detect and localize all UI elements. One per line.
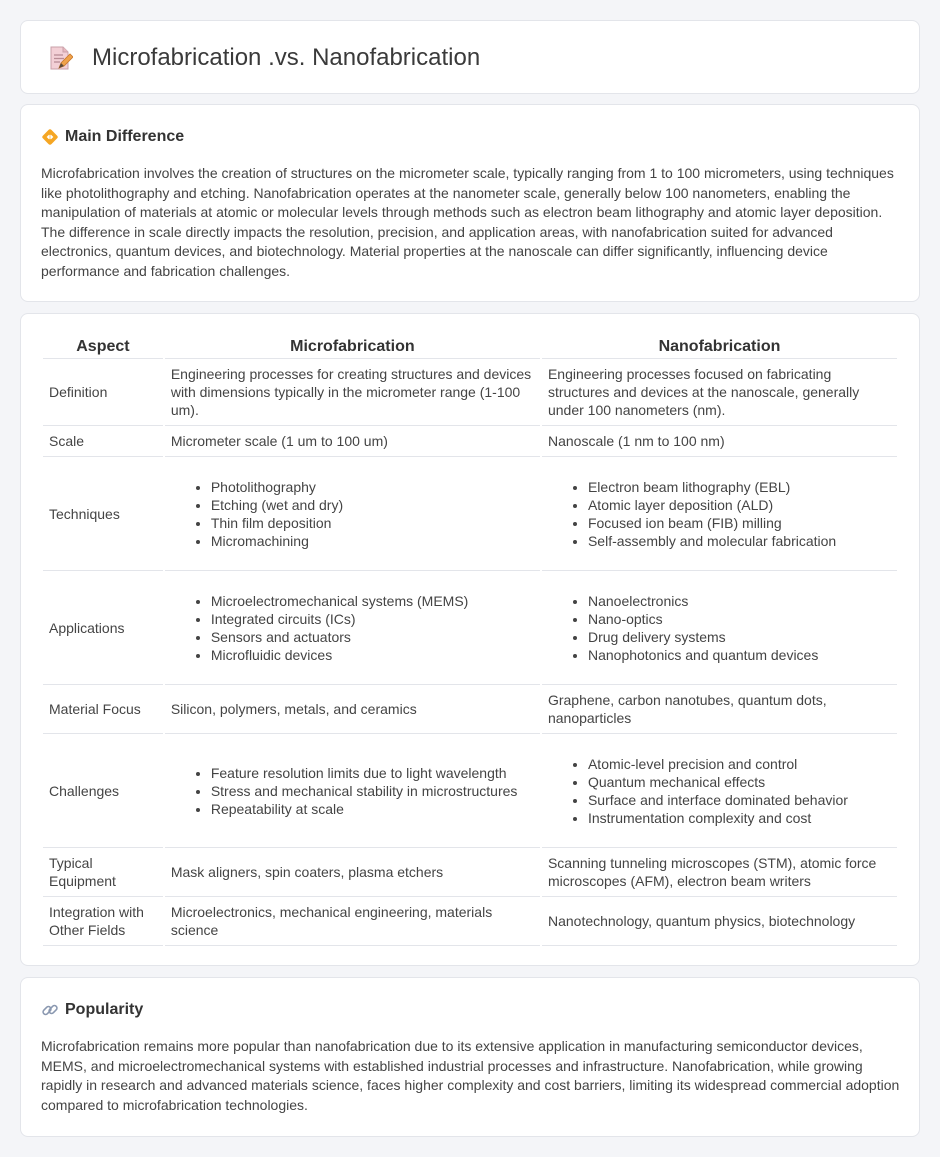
list-item: • Feature resolution limits due to light wavelength xyxy=(211,764,534,782)
diamond-arrows-icon xyxy=(41,128,59,146)
micro-list xyxy=(211,592,534,664)
nano-cell: Nanoscale (1 nm to 100 nm) xyxy=(542,426,897,457)
table-row xyxy=(43,571,897,685)
header-nanofabrication: Nanofabrication xyxy=(542,335,897,359)
popularity-heading: Popularity xyxy=(65,1001,144,1018)
micro-list xyxy=(211,764,534,818)
table-row xyxy=(43,734,897,848)
micro-cell xyxy=(165,734,540,848)
aspect-cell: Typical Equipment xyxy=(43,848,163,897)
popularity-header xyxy=(41,1000,143,1020)
main-difference-heading: Main Difference xyxy=(65,128,185,145)
micro-cell: Silicon, polymers, metals, and ceramics xyxy=(165,685,540,734)
table-header-row xyxy=(43,335,897,359)
micro-list xyxy=(211,478,534,550)
list-item: • Quantum mechanical effects xyxy=(588,773,891,791)
micro-cell: Micrometer scale (1 um to 100 um) xyxy=(165,426,540,457)
aspect-cell: Applications xyxy=(43,571,163,685)
list-item: • Nanophotonics and quantum devices xyxy=(588,646,891,664)
list-item: • Drug delivery systems xyxy=(588,628,891,646)
table-row xyxy=(43,685,897,734)
aspect-cell: Techniques xyxy=(43,457,163,571)
micro-cell: Mask aligners, spin coaters, plasma etchers xyxy=(165,848,540,897)
nano-list xyxy=(588,592,891,664)
micro-cell: Microelectronics, mechanical engineering, materials science xyxy=(165,897,540,946)
nano-cell: Engineering processes focused on fabricating structures and devices at the nanoscale, generally under 100 nanometers (nm). xyxy=(542,359,897,426)
comparison-card xyxy=(20,313,920,966)
list-item: • Microfluidic devices xyxy=(211,646,534,664)
list-item: • Self-assembly and molecular fabrication xyxy=(588,532,891,550)
aspect-cell: Definition xyxy=(43,359,163,426)
nano-cell xyxy=(542,734,897,848)
micro-cell xyxy=(165,571,540,685)
header-aspect: Aspect xyxy=(43,335,163,359)
aspect-cell: Material Focus xyxy=(43,685,163,734)
comparison-table xyxy=(41,335,899,946)
nano-cell xyxy=(542,571,897,685)
list-item: • Surface and interface dominated behavior xyxy=(588,791,891,809)
list-item: • Atomic layer deposition (ALD) xyxy=(588,496,891,514)
table-row xyxy=(43,426,897,457)
list-item: • Micromachining xyxy=(211,532,534,550)
list-item: • Electron beam lithography (EBL) xyxy=(588,478,891,496)
main-difference-card xyxy=(20,104,920,302)
list-item: • Etching (wet and dry) xyxy=(211,496,534,514)
table-row xyxy=(43,848,897,897)
aspect-cell: Scale xyxy=(43,426,163,457)
aspect-cell: Integration with Other Fields xyxy=(43,897,163,946)
list-item: • Sensors and actuators xyxy=(211,628,534,646)
list-item: • Integrated circuits (ICs) xyxy=(211,610,534,628)
list-item: • Photolithography xyxy=(211,478,534,496)
micro-cell: Engineering processes for creating structures and devices with dimensions typically in the micrometer range (1-100 um). xyxy=(165,359,540,426)
list-item: • Stress and mechanical stability in microstructures xyxy=(211,782,534,800)
list-item: • Nanoelectronics xyxy=(588,592,891,610)
table-row xyxy=(43,897,897,946)
nano-cell: Graphene, carbon nanotubes, quantum dots, nanoparticles xyxy=(542,685,897,734)
list-item: • Focused ion beam (FIB) milling xyxy=(588,514,891,532)
micro-cell xyxy=(165,457,540,571)
nano-cell xyxy=(542,457,897,571)
page-title: Microfabrication .vs. Nanofabrication xyxy=(92,44,481,71)
aspect-cell: Challenges xyxy=(43,734,163,848)
nano-list xyxy=(588,478,891,550)
list-item: • Microelectromechanical systems (MEMS) xyxy=(211,592,534,610)
nano-cell: Nanotechnology, quantum physics, biotechnology xyxy=(542,897,897,946)
list-item: • Thin film deposition xyxy=(211,514,534,532)
header-microfabrication: Microfabrication xyxy=(165,335,540,359)
main-difference-header xyxy=(41,127,184,147)
popularity-card xyxy=(20,977,920,1137)
main-difference-text: Microfabrication involves the creation of structures on the micrometer scale, typically ranging from 1 to 100 micrometers, using techniques like photolithography and etching. Nanofabrication operates at the nanometer scale, generally below 100 nanometers, enabling the manipulation of materials at atomic or molecular levels through methods such as electron beam lithography and atomic layer deposition. The difference in scale directly impacts the resolution, precision, and application areas, with nanofabrication suited for advanced electronics, quantum devices, and biotechnology. Material properties at the nanoscale can differ significantly, influencing device performance and fabrication challenges. xyxy=(41,165,894,279)
table-row xyxy=(43,457,897,571)
document-pencil-icon xyxy=(47,45,73,71)
list-item: • Instrumentation complexity and cost xyxy=(588,809,891,827)
list-item: • Atomic-level precision and control xyxy=(588,755,891,773)
title-card xyxy=(20,20,920,94)
nano-cell: Scanning tunneling microscopes (STM), atomic force microscopes (AFM), electron beam writers xyxy=(542,848,897,897)
nano-list xyxy=(588,755,891,827)
table-row xyxy=(43,359,897,426)
list-item: • Repeatability at scale xyxy=(211,800,534,818)
popularity-text: Microfabrication remains more popular than nanofabrication due to its extensive application in manufacturing semiconductor devices, MEMS, and microelectromechanical systems with established industrial processes and infrastructure. Nanofabrication, while growing rapidly in research and advanced materials science, faces higher complexity and cost barriers, limiting its widespread commercial adoption compared to microfabrication technologies. xyxy=(41,1038,900,1113)
list-item: • Nano-optics xyxy=(588,610,891,628)
link-icon xyxy=(41,1001,59,1019)
